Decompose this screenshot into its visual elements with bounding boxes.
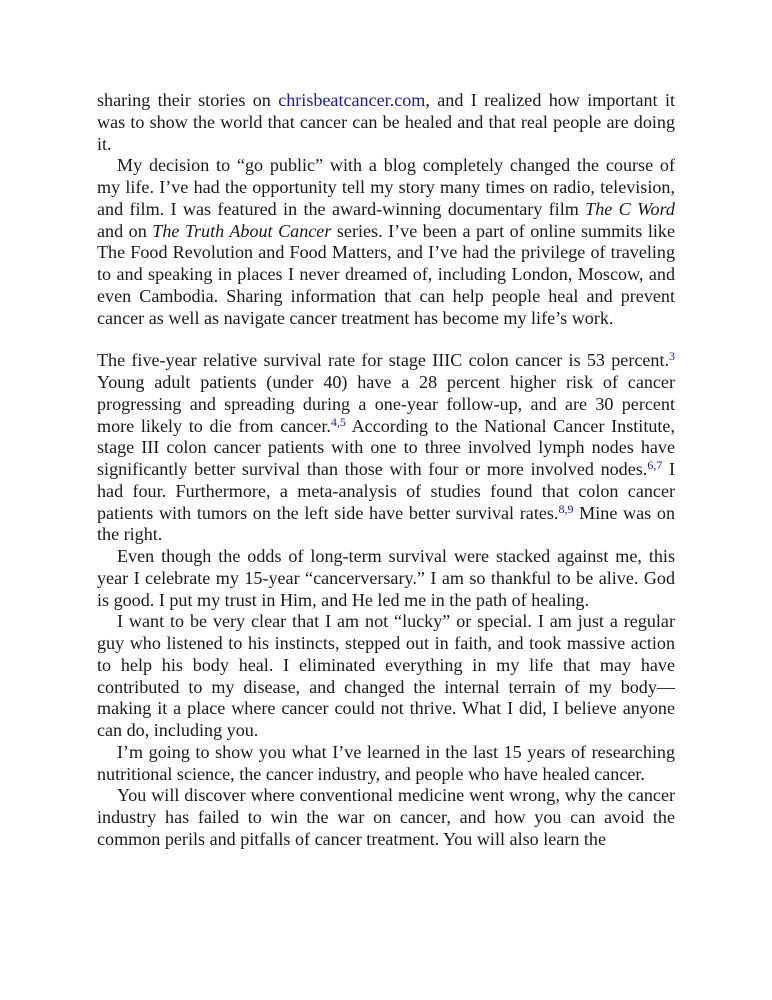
- paragraph-4: Even though the odds of long-term survival were stacked against me, this year I celebrate my 15-year “cancerversary.” I am so thankful to be alive. God is good. I put my trust in Him, and He led me in the path of healing.: [97, 546, 675, 610]
- footnote-ref-4-5[interactable]: [331, 415, 346, 429]
- chrisbeatcancer-link[interactable]: chrisbeatcancer.com: [278, 90, 426, 110]
- footnote-ref-6-7[interactable]: [647, 458, 662, 472]
- paragraph-3-text-a: The five-year relative survival rate for stage IIIC colon cancer is 53 percent.: [97, 350, 669, 371]
- footnote-link-3[interactable]: 3: [669, 349, 675, 364]
- paragraph-7: You will discover where conventional medicine went wrong, why the cancer industry has failed to win the war on cancer, and how you can avoid the common perils and pitfalls of cancer treatment. You will also learn the: [97, 785, 675, 849]
- paragraph-6: I’m going to show you what I’ve learned in the last 15 years of researching nutritional science, the cancer industry, and people who have healed cancer.: [97, 741, 675, 784]
- film-title-the-c-word: The C Word: [585, 198, 675, 219]
- paragraph-1: [97, 90, 675, 155]
- footnote-ref-3[interactable]: [669, 349, 675, 363]
- document-page: [97, 90, 675, 851]
- paragraph-2: [97, 155, 675, 329]
- paragraph-3-text-e: Mine was on the right.: [97, 502, 675, 545]
- film-title-truth-about-cancer: The Truth About Cancer: [152, 220, 332, 241]
- footnote-link-4-5[interactable]: 4,5: [330, 414, 346, 429]
- footnote-link-8-9[interactable]: 8,9: [558, 501, 574, 516]
- paragraph-2-text-a: My decision to “go public” with a blog completely changed the course of my life. I’ve had the opportunity tell my story many times on radio, television, and film. I was featured in the award-winning documentary film: [97, 155, 675, 219]
- paragraph-2-text-b: and on: [97, 220, 153, 241]
- footnote-ref-8-9[interactable]: [558, 502, 573, 516]
- paragraph-3-text-c: According to the National Cancer Institute, stage III colon cancer patients with one to three involved lymph nodes have significantly better survival than those with four or more involved nodes.: [97, 415, 675, 479]
- paragraph-2-text-c: series. I’ve been a part of online summits like The Food Revolution and Food Matters, and I’ve had the privilege of traveling to and speaking in places I never dreamed of, including London, Moscow, and even Cambodia. Sharing information that can help people heal and prevent cancer as well as navigate cancer treatment has become my life’s work.: [97, 220, 675, 328]
- paragraph-1-text-b: , and I realized how important it was to show the world that cancer can be healed and that real people are doing it.: [97, 90, 675, 154]
- paragraph-5: I want to be very clear that I am not “lucky” or special. I am just a regular guy who listened to his instincts, stepped out in faith, and took massive action to help his body heal. I eliminated everything in my life that may have contributed to my disease, and changed the internal terrain of my body—making it a place where cancer could not thrive. What I did, I believe anyone can do, including you.: [97, 611, 675, 740]
- paragraph-3-text-d: I had four. Furthermore, a meta-analysis of studies found that colon cancer patients with tumors on the left side have better survival rates.: [97, 459, 675, 523]
- paragraph-1-text-a: sharing their stories on: [97, 90, 279, 110]
- paragraph-3-text-b: Young adult patients (under 40) have a 28 percent higher risk of cancer progressing and spreading during a one-year follow-up, and are 30 percent more likely to die from cancer.: [97, 372, 675, 436]
- footnote-link-6-7[interactable]: 6,7: [647, 458, 663, 472]
- paragraph-3: [97, 350, 675, 546]
